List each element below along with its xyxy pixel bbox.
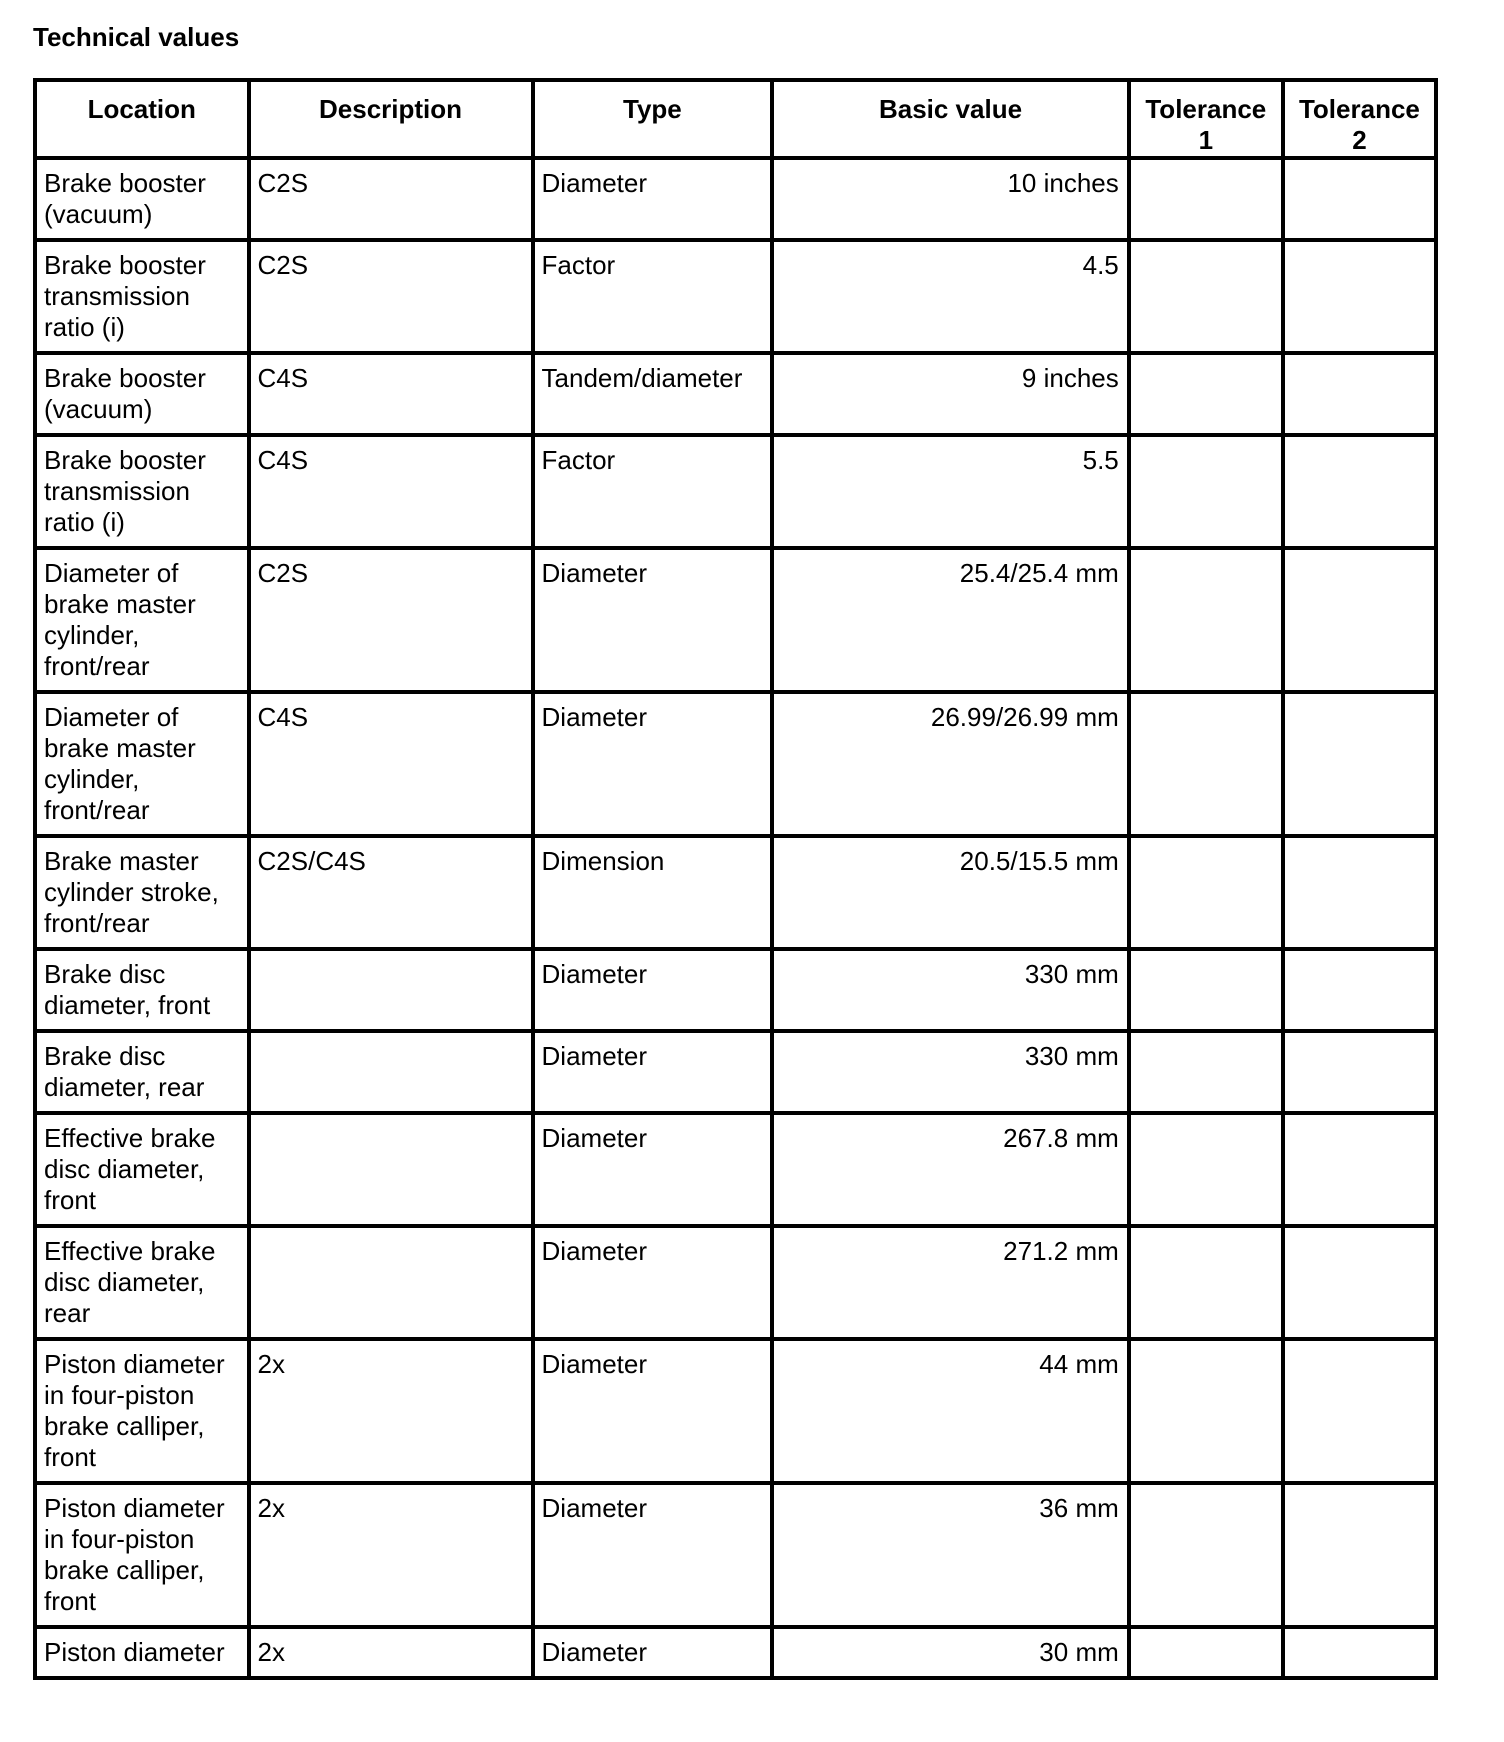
cell-basic-value: 30 mm xyxy=(772,1627,1129,1678)
cell-location: Piston diameter in four-piston brake calliper, front xyxy=(35,1483,249,1627)
cell-tolerance-2 xyxy=(1283,692,1436,836)
cell-type: Diameter xyxy=(533,158,773,240)
cell-description xyxy=(249,1226,533,1339)
cell-description: C4S xyxy=(249,692,533,836)
cell-description: C4S xyxy=(249,353,533,435)
cell-type: Dimension xyxy=(533,836,773,949)
cell-tolerance-1 xyxy=(1129,240,1283,353)
header-tolerance-1: Tolerance 1 xyxy=(1129,80,1283,158)
cell-type: Diameter xyxy=(533,1339,773,1483)
table-row xyxy=(35,1627,1436,1678)
cell-type: Diameter xyxy=(533,1483,773,1627)
cell-description: 2x xyxy=(249,1483,533,1627)
cell-location: Brake disc diameter, front xyxy=(35,949,249,1031)
table-row xyxy=(35,1226,1436,1339)
cell-tolerance-1 xyxy=(1129,158,1283,240)
table-header-row xyxy=(35,80,1436,158)
cell-basic-value: 9 inches xyxy=(772,353,1129,435)
cell-description: C2S xyxy=(249,158,533,240)
cell-basic-value: 5.5 xyxy=(772,435,1129,548)
cell-tolerance-1 xyxy=(1129,435,1283,548)
header-location: Location xyxy=(35,80,249,158)
technical-values-table-wrapper xyxy=(33,78,1438,1705)
cell-description xyxy=(249,1113,533,1226)
cell-basic-value: 330 mm xyxy=(772,1031,1129,1113)
cell-description xyxy=(249,1031,533,1113)
cell-tolerance-1 xyxy=(1129,1339,1283,1483)
header-description: Description xyxy=(249,80,533,158)
cell-description: C2S xyxy=(249,240,533,353)
cell-basic-value: 36 mm xyxy=(772,1483,1129,1627)
cell-description: C2S/C4S xyxy=(249,836,533,949)
cell-tolerance-2 xyxy=(1283,1339,1436,1483)
cell-tolerance-1 xyxy=(1129,692,1283,836)
cell-location: Piston diameter in four-piston brake calliper, front xyxy=(35,1339,249,1483)
cell-tolerance-2 xyxy=(1283,158,1436,240)
table-row xyxy=(35,240,1436,353)
cell-basic-value: 271.2 mm xyxy=(772,1226,1129,1339)
cell-type: Tandem/diameter xyxy=(533,353,773,435)
cell-tolerance-2 xyxy=(1283,1627,1436,1678)
cell-description: C4S xyxy=(249,435,533,548)
cell-tolerance-2 xyxy=(1283,1031,1436,1113)
cell-location: Brake booster transmission ratio (i) xyxy=(35,240,249,353)
cell-type: Diameter xyxy=(533,1113,773,1226)
header-tolerance-2: Tolerance 2 xyxy=(1283,80,1436,158)
table-row xyxy=(35,1483,1436,1627)
cell-tolerance-1 xyxy=(1129,836,1283,949)
cell-tolerance-2 xyxy=(1283,1226,1436,1339)
cell-basic-value: 4.5 xyxy=(772,240,1129,353)
cell-basic-value: 25.4/25.4 mm xyxy=(772,548,1129,692)
cell-tolerance-1 xyxy=(1129,548,1283,692)
cell-tolerance-1 xyxy=(1129,353,1283,435)
cell-type: Diameter xyxy=(533,1226,773,1339)
cell-tolerance-1 xyxy=(1129,1226,1283,1339)
header-type: Type xyxy=(533,80,773,158)
cell-basic-value: 10 inches xyxy=(772,158,1129,240)
table-row xyxy=(35,158,1436,240)
cell-location: Brake disc diameter, rear xyxy=(35,1031,249,1113)
cell-location: Diameter of brake master cylinder, front/rear xyxy=(35,548,249,692)
cell-location: Effective brake disc diameter, front xyxy=(35,1113,249,1226)
cell-basic-value: 44 mm xyxy=(772,1339,1129,1483)
cell-tolerance-2 xyxy=(1283,435,1436,548)
cell-tolerance-1 xyxy=(1129,1627,1283,1678)
cell-type: Factor xyxy=(533,240,773,353)
cell-basic-value: 20.5/15.5 mm xyxy=(772,836,1129,949)
cell-location: Diameter of brake master cylinder, front/rear xyxy=(35,692,249,836)
cell-tolerance-2 xyxy=(1283,949,1436,1031)
cell-basic-value: 267.8 mm xyxy=(772,1113,1129,1226)
cell-tolerance-2 xyxy=(1283,836,1436,949)
table-row xyxy=(35,435,1436,548)
page-title: Technical values xyxy=(33,22,240,52)
cell-type: Diameter xyxy=(533,1031,773,1113)
cell-type: Diameter xyxy=(533,692,773,836)
cell-type: Diameter xyxy=(533,1627,773,1678)
header-basic-value: Basic value xyxy=(772,80,1129,158)
cell-type: Diameter xyxy=(533,548,773,692)
cell-location: Piston diameter xyxy=(35,1627,249,1678)
cell-tolerance-1 xyxy=(1129,1483,1283,1627)
cell-tolerance-2 xyxy=(1283,548,1436,692)
table-row xyxy=(35,692,1436,836)
table-body xyxy=(35,158,1436,1678)
cell-tolerance-1 xyxy=(1129,949,1283,1031)
table-row xyxy=(35,1113,1436,1226)
technical-values-table xyxy=(33,78,1438,1680)
cell-location: Brake booster transmission ratio (i) xyxy=(35,435,249,548)
cell-type: Factor xyxy=(533,435,773,548)
table-row xyxy=(35,548,1436,692)
cell-description: 2x xyxy=(249,1339,533,1483)
cell-tolerance-2 xyxy=(1283,240,1436,353)
table-row xyxy=(35,1031,1436,1113)
cell-description xyxy=(249,949,533,1031)
cell-tolerance-2 xyxy=(1283,1483,1436,1627)
cell-description: C2S xyxy=(249,548,533,692)
cell-location: Brake master cylinder stroke, front/rear xyxy=(35,836,249,949)
cell-location: Effective brake disc diameter, rear xyxy=(35,1226,249,1339)
cell-location: Brake booster (vacuum) xyxy=(35,353,249,435)
cell-tolerance-2 xyxy=(1283,353,1436,435)
cell-location: Brake booster (vacuum) xyxy=(35,158,249,240)
cell-basic-value: 330 mm xyxy=(772,949,1129,1031)
cell-description: 2x xyxy=(249,1627,533,1678)
cell-tolerance-2 xyxy=(1283,1113,1436,1226)
cell-tolerance-1 xyxy=(1129,1113,1283,1226)
cell-type: Diameter xyxy=(533,949,773,1031)
table-row xyxy=(35,1339,1436,1483)
table-row xyxy=(35,353,1436,435)
table-row xyxy=(35,949,1436,1031)
table-row xyxy=(35,836,1436,949)
cell-basic-value: 26.99/26.99 mm xyxy=(772,692,1129,836)
cell-tolerance-1 xyxy=(1129,1031,1283,1113)
